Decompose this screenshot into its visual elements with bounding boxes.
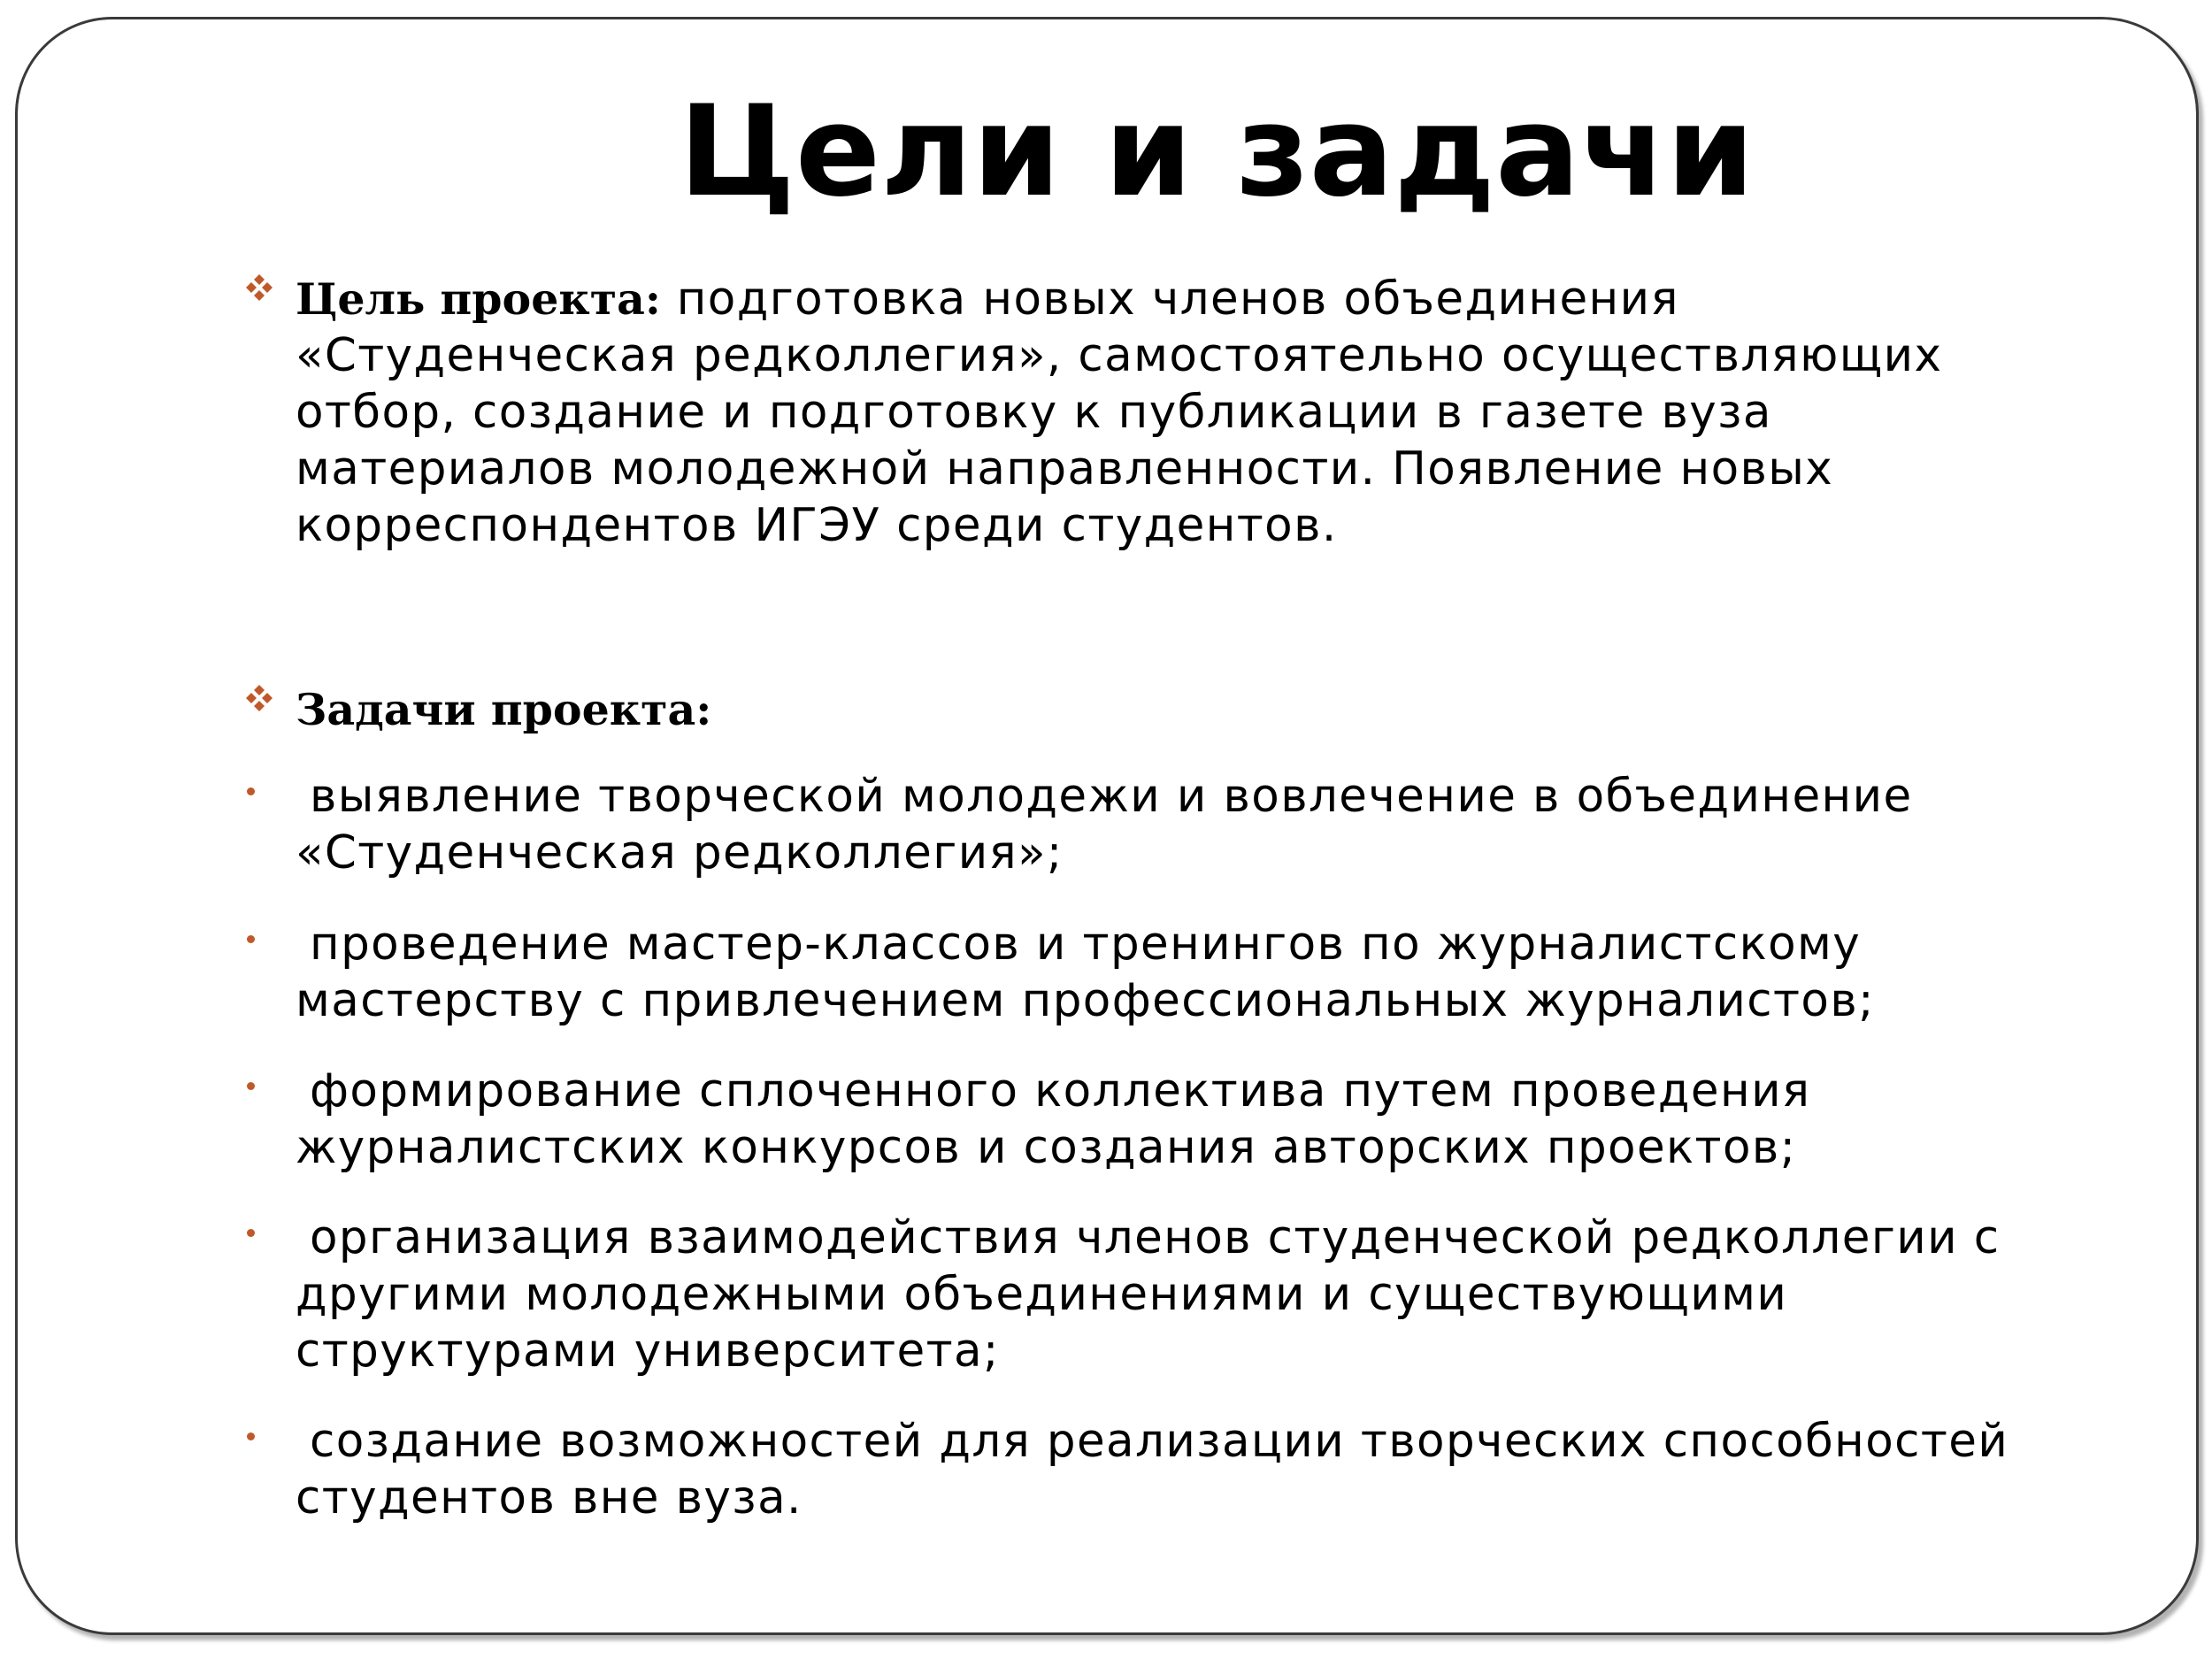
tasks-heading: Задачи проекта: xyxy=(296,684,712,735)
task-text: организация взаимодействия членов студенческой редколлегии с другими молодежными объединениями и существующими структурами университета; xyxy=(296,1211,2001,1378)
four-diamond-bullet-icon xyxy=(246,274,273,301)
round-dot-bullet-icon xyxy=(247,935,255,943)
goal-paragraph xyxy=(296,271,2056,554)
task-text: проведение мастер-классов и тренингов по журналистскому мастерству с привлечением профессиональных журналистов; xyxy=(296,918,1875,1027)
goal-text: подготовка новых членов объединения «Студенческая редколлегия», самостоятельно осуществляющих отбор, создание и подготовку к публикации в газете вуза материалов молодежной направленности. Появление новых корреспондентов ИГЭУ среди студентов. xyxy=(296,273,1943,552)
round-dot-bullet-icon xyxy=(247,1082,255,1090)
slide-title: Цели и задачи xyxy=(679,79,1755,225)
round-dot-bullet-icon xyxy=(247,1229,255,1237)
goal-label: Цель проекта: xyxy=(296,273,661,325)
round-dot-bullet-icon xyxy=(247,1432,255,1440)
task-text: формирование сплоченного коллектива путем проведения журналистских конкурсов и создания авторских проектов; xyxy=(296,1064,1811,1174)
task-item xyxy=(296,916,2056,1029)
task-item xyxy=(296,1063,2056,1176)
task-item xyxy=(296,1210,2056,1379)
four-diamond-bullet-icon xyxy=(246,685,273,711)
task-item xyxy=(296,768,2056,881)
task-text: создание возможностей для реализации творческих способностей студентов вне вуза. xyxy=(296,1415,2009,1525)
task-text: выявление творческой молодежи и вовлечение в объединение «Студенческая редколлегия»; xyxy=(296,770,1913,879)
tasks-heading-paragraph xyxy=(296,681,2056,738)
task-item xyxy=(296,1413,2056,1526)
round-dot-bullet-icon xyxy=(247,787,255,795)
